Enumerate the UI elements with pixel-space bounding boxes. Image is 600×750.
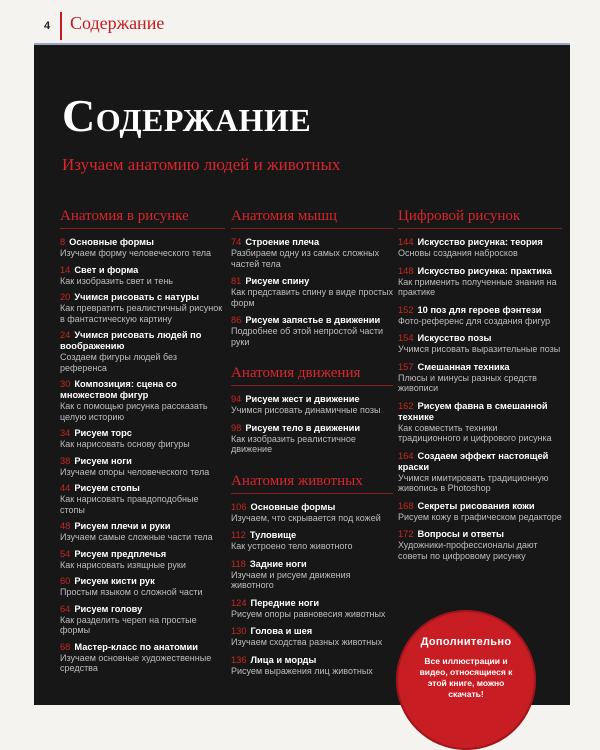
- entry-description: Изучаем форму человеческого тела: [60, 248, 212, 258]
- entry-title: Рисуем спину: [245, 276, 310, 286]
- entry-title: Вопросы и ответы: [417, 529, 504, 539]
- entry-page-number: 54: [60, 548, 71, 559]
- contents-entry: [231, 237, 393, 269]
- contents-entry: [398, 305, 562, 327]
- entry-page-number: 60: [60, 576, 71, 586]
- entry-title-line: [231, 276, 393, 287]
- entry-title: Смешанная техника: [417, 361, 510, 372]
- entry-description: Как применить полученные знания на практике: [398, 276, 557, 297]
- entry-description: Изучаем самые сложные части тела: [60, 532, 213, 542]
- entry-title-line: [60, 483, 225, 494]
- page-title: Содержание: [62, 90, 312, 141]
- entry-title: Мастер-класс по анатомии: [74, 641, 198, 652]
- entry-title: Создаем эффект настоящей краски: [398, 450, 549, 472]
- entry-page-number: 68: [60, 641, 71, 652]
- contents-entry: [60, 237, 225, 259]
- entry-title: Строение плеча: [245, 237, 320, 247]
- entry-title-line: [231, 598, 393, 609]
- entry-title: Учимся рисовать с натуры: [74, 292, 200, 302]
- section-heading: Анатомия животных: [231, 473, 393, 494]
- bonus-badge: [396, 610, 536, 750]
- entry-title-line: [231, 237, 393, 248]
- entry-title-line: [398, 237, 562, 248]
- entry-description: Изучаем и рисуем движения животного: [231, 569, 351, 590]
- entry-page-number: 34: [60, 428, 71, 438]
- contents-entry: [60, 456, 225, 478]
- entry-page-number: 64: [60, 603, 71, 614]
- entry-description: Подробнее об этой непростой части руки: [231, 326, 384, 347]
- contents-entry: [60, 549, 225, 571]
- entry-title-line: [231, 394, 393, 405]
- entry-page-number: 94: [231, 394, 242, 404]
- entry-title-line: [60, 237, 225, 248]
- entry-title: Рисуем предплечья: [74, 548, 167, 559]
- contents-entry: [231, 315, 393, 347]
- entry-description: Как разделить череп на простые формы: [60, 614, 197, 635]
- contents-column-3: [398, 208, 562, 568]
- entry-page-number: 148: [398, 265, 414, 276]
- header-divider: [60, 12, 62, 40]
- entry-description: Плюсы и минусы разных средств живописи: [398, 372, 537, 393]
- contents-entry: [231, 502, 393, 524]
- entry-description: Как нарисовать основу фигуры: [60, 439, 190, 449]
- entry-description: Как превратить реалистичный рисунок в фантастическую картину: [60, 303, 223, 324]
- entry-title: Рисуем жест и движение: [245, 394, 360, 404]
- entry-page-number: 38: [60, 455, 71, 466]
- entry-title: Лица и морды: [250, 654, 317, 665]
- entry-description: Рисуем выражения лиц животных: [231, 665, 373, 676]
- entry-title-line: [60, 379, 225, 401]
- contents-entry: [231, 626, 393, 648]
- contents-entry: [231, 394, 393, 416]
- entry-title: Рисуем торс: [74, 428, 132, 438]
- entry-description: Разбираем одну из самых сложных частей тела: [231, 248, 380, 269]
- entry-title-line: [398, 305, 562, 316]
- entry-title: Рисуем ноги: [74, 455, 132, 466]
- contents-entry: [60, 642, 225, 674]
- entry-page-number: 24: [60, 330, 71, 340]
- entry-page-number: 118: [231, 558, 246, 569]
- entry-title: Композиция: сцена со множеством фигур: [60, 379, 177, 400]
- entry-description: Изучаем, что скрывается под кожей: [231, 512, 381, 523]
- bonus-badge-text: Все иллюстрации и видео, относящиеся к этой книге, можно скачать!: [419, 656, 513, 699]
- entry-page-number: 168: [398, 500, 414, 511]
- contents-entry: [398, 529, 562, 561]
- entry-title: Рисуем запястье в движении: [245, 315, 381, 325]
- page-subtitle: Изучаем анатомию людей и животных: [62, 155, 341, 174]
- entry-title: Свет и форма: [74, 264, 139, 275]
- entry-page-number: 48: [60, 521, 71, 531]
- entry-page-number: 157: [398, 361, 414, 372]
- entry-description: Как совместить техники традиционного и цифрового рисунка: [398, 422, 552, 443]
- entry-description: Фото-референс для создания фигур: [398, 315, 551, 326]
- contents-entry: [398, 451, 562, 494]
- entry-description: Как нарисовать изящные руки: [60, 559, 186, 570]
- contents-entry: [398, 362, 562, 394]
- entry-page-number: 164: [398, 450, 414, 461]
- entry-title-line: [60, 428, 225, 439]
- entry-page-number: 74: [231, 237, 242, 247]
- entry-title-line: [231, 655, 393, 666]
- entry-title-line: [231, 559, 393, 570]
- entry-description: Изучаем сходства разных животных: [231, 637, 383, 647]
- entry-description: Как представить спину в виде простых форм: [231, 287, 393, 308]
- entry-title-line: [398, 501, 562, 512]
- entry-page-number: 106: [231, 501, 247, 512]
- bonus-badge-title: Дополнительно: [420, 636, 512, 648]
- entry-title: Учимся рисовать людей по воображению: [60, 330, 202, 351]
- entry-title: Основные формы: [69, 237, 154, 247]
- entry-description: Как изобразить реалистичное движение: [231, 433, 356, 454]
- entry-title-line: [60, 456, 225, 467]
- entry-title: Основные формы: [250, 501, 336, 512]
- contents-panel: [34, 45, 570, 705]
- entry-title-line: [231, 626, 393, 637]
- entry-title-line: [60, 265, 225, 276]
- entry-page-number: 20: [60, 292, 71, 302]
- contents-entry: [231, 423, 393, 455]
- entry-description: Рисуем кожу в графическом редакторе: [398, 511, 562, 522]
- entry-title: Искусство рисунка: теория: [417, 237, 543, 247]
- entry-title: Задние ноги: [249, 558, 307, 569]
- entry-description: Основы создания набросков: [398, 248, 518, 258]
- entry-title-line: [60, 521, 225, 532]
- entry-page-number: 136: [231, 654, 247, 665]
- entry-title-line: [60, 576, 225, 587]
- entry-page-number: 154: [398, 333, 414, 343]
- entry-title: Рисуем голову: [74, 603, 143, 614]
- contents-entry: [60, 265, 225, 287]
- entry-title-line: [231, 423, 393, 434]
- entry-title-line: [398, 401, 562, 423]
- entry-title-line: [231, 530, 393, 541]
- page-header: [0, 0, 600, 44]
- contents-column-2: [231, 208, 393, 683]
- section-heading: Анатомия движения: [231, 365, 393, 386]
- contents-column-1: [60, 208, 225, 680]
- section-heading: Анатомия мышц: [231, 208, 393, 229]
- contents-entry: [60, 292, 225, 324]
- entry-title-line: [60, 642, 225, 653]
- entry-page-number: 162: [398, 400, 414, 411]
- entry-page-number: 8: [60, 237, 66, 247]
- contents-entry: [398, 401, 562, 444]
- contents-entry: [60, 576, 225, 598]
- entry-title-line: [60, 330, 225, 352]
- entry-title: Искусство позы: [417, 333, 492, 343]
- contents-entry: [231, 559, 393, 591]
- entry-title-line: [398, 266, 562, 277]
- contents-entry: [231, 598, 393, 620]
- entry-description: Простым языком о сложной части: [60, 587, 203, 597]
- entry-description: Как изобразить свет и тень: [60, 275, 173, 286]
- entry-page-number: 112: [231, 530, 246, 540]
- section-heading: Анатомия в рисунке: [60, 208, 225, 229]
- header-title: Содержание: [70, 13, 165, 33]
- entry-title: Туловище: [249, 530, 297, 540]
- contents-entry: [231, 530, 393, 552]
- entry-page-number: 172: [398, 529, 414, 539]
- entry-title: Рисуем кисти рук: [74, 576, 155, 586]
- contents-entry: [231, 655, 393, 677]
- entry-title: Передние ноги: [250, 597, 320, 608]
- entry-description: Учимся рисовать выразительные позы: [398, 344, 561, 354]
- entry-description: Как с помощью рисунка рассказать целую историю: [60, 401, 208, 422]
- entry-description: Учимся рисовать динамичные позы: [231, 405, 381, 415]
- contents-entry: [60, 379, 225, 422]
- entry-title-line: [398, 451, 562, 473]
- entry-title-line: [398, 362, 562, 373]
- entry-title-line: [398, 529, 562, 540]
- entry-title: Рисуем плечи и руки: [74, 521, 171, 531]
- entry-title: Секреты рисования кожи: [417, 500, 535, 511]
- entry-title: Искусство рисунка: практика: [417, 265, 552, 276]
- entry-page-number: 44: [60, 483, 71, 493]
- entry-title: Рисуем тело в движении: [245, 422, 361, 433]
- entry-title-line: [60, 292, 225, 303]
- contents-entry: [398, 333, 562, 355]
- entry-description: Как устроено тело животного: [231, 541, 353, 551]
- entry-title: 10 поз для героев фэнтези: [417, 304, 542, 315]
- entry-description: Создаем фигуры людей без референса: [60, 352, 177, 373]
- entry-page-number: 98: [231, 422, 242, 433]
- entry-page-number: 14: [60, 264, 71, 275]
- entry-page-number: 130: [231, 626, 247, 636]
- entry-description: Как нарисовать правдоподобные стопы: [60, 494, 199, 515]
- entry-title-line: [60, 549, 225, 560]
- entry-page-number: 30: [60, 379, 71, 389]
- entry-title: Рисуем стопы: [74, 483, 140, 493]
- contents-entry: [398, 266, 562, 298]
- entry-page-number: 152: [398, 304, 414, 315]
- entry-page-number: 86: [231, 315, 242, 325]
- contents-entry: [60, 428, 225, 450]
- entry-page-number: 144: [398, 237, 414, 247]
- entry-description: Учимся имитировать традиционную живопись в Photoshop: [398, 472, 549, 493]
- contents-entry: [60, 521, 225, 543]
- page-number: 4: [44, 20, 51, 32]
- section-heading: Цифровой рисунок: [398, 208, 562, 229]
- contents-entry: [60, 604, 225, 636]
- entry-page-number: 124: [231, 597, 247, 608]
- entry-description: Рисуем опоры равновесия животных: [231, 608, 386, 619]
- entry-description: Художники-профессионалы дают советы по цифровому рисунку: [398, 540, 538, 561]
- entry-title-line: [231, 502, 393, 513]
- entry-description: Изучаем основные художественные средства: [60, 652, 212, 673]
- contents-entry: [60, 483, 225, 515]
- entry-description: Изучаем опоры человеческого тела: [60, 466, 210, 477]
- contents-entry: [398, 501, 562, 523]
- entry-title-line: [231, 315, 393, 326]
- entry-title: Голова и шея: [250, 626, 313, 636]
- contents-entry: [231, 276, 393, 308]
- entry-title-line: [60, 604, 225, 615]
- entry-page-number: 81: [231, 276, 242, 286]
- entry-title-line: [398, 333, 562, 344]
- contents-entry: [398, 237, 562, 259]
- contents-entry: [60, 330, 225, 373]
- entry-title: Рисуем фавна в смешанной технике: [398, 400, 548, 422]
